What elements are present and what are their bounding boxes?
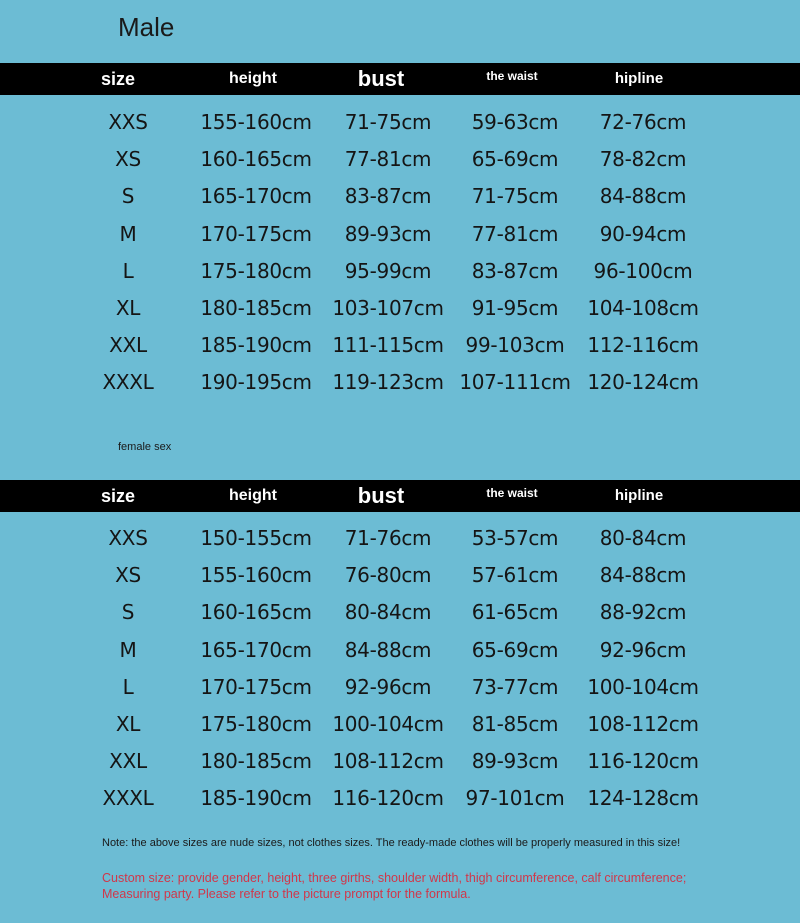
size-cell: L: [122, 258, 134, 283]
height-cell: 180-185cm: [200, 295, 312, 320]
size-cell: L: [122, 674, 134, 699]
hipline-cell: 90-94cm: [599, 221, 687, 246]
hipline-cell: 92-96cm: [599, 637, 687, 662]
table-row: [0, 526, 800, 563]
size-cell: M: [119, 221, 137, 246]
height-cell: 170-175cm: [200, 674, 312, 699]
table-row: [0, 296, 800, 333]
waist-cell: 89-93cm: [471, 749, 559, 774]
female-table-header: [0, 480, 800, 512]
height-cell: 180-185cm: [200, 749, 312, 774]
waist-cell: 53-57cm: [471, 526, 559, 550]
header-hipline: hipline: [614, 70, 664, 87]
hipline-cell: 80-84cm: [599, 526, 687, 550]
bust-cell: 100-104cm: [332, 711, 444, 736]
bust-cell: 116-120cm: [332, 786, 444, 811]
waist-cell: 97-101cm: [465, 786, 565, 811]
height-cell: 170-175cm: [200, 221, 312, 246]
table-row: [0, 786, 800, 823]
table-row: [0, 600, 800, 637]
table-row: [0, 222, 800, 259]
size-note: Note: the above sizes are nude sizes, not clothes sizes. The ready-made clothes will be properly measured in this size!: [102, 837, 681, 849]
hipline-cell: 104-108cm: [587, 295, 699, 320]
waist-cell: 71-75cm: [471, 184, 559, 209]
waist-cell: 91-95cm: [471, 295, 559, 320]
male-table-header: [0, 63, 800, 95]
bust-cell: 95-99cm: [344, 258, 432, 283]
hipline-cell: 112-116cm: [587, 333, 699, 358]
hipline-cell: 124-128cm: [587, 786, 699, 811]
table-row: [0, 712, 800, 749]
size-cell: XXS: [108, 526, 148, 550]
hipline-cell: 78-82cm: [599, 147, 687, 172]
waist-cell: 77-81cm: [471, 221, 559, 246]
size-cell: XXS: [108, 110, 148, 134]
table-row: [0, 563, 800, 600]
hipline-cell: 96-100cm: [593, 258, 693, 283]
size-cell: XXL: [109, 333, 147, 358]
male-size-table: [0, 110, 800, 408]
size-cell: XS: [115, 147, 141, 172]
height-cell: 165-170cm: [200, 184, 312, 209]
hipline-cell: 108-112cm: [587, 711, 699, 736]
male-section-title: Male: [118, 12, 175, 42]
hipline-cell: 84-88cm: [599, 184, 687, 209]
header-height: height: [229, 487, 277, 504]
bust-cell: 119-123cm: [332, 370, 444, 395]
bust-cell: 108-112cm: [332, 749, 444, 774]
waist-cell: 73-77cm: [471, 674, 559, 699]
height-cell: 160-165cm: [200, 147, 312, 172]
header-bust: bust: [357, 483, 405, 508]
header-waist: the waist: [486, 69, 538, 83]
header-size: size: [100, 69, 136, 89]
table-row: [0, 638, 800, 675]
hipline-cell: 84-88cm: [599, 563, 687, 588]
female-size-table: [0, 526, 800, 824]
waist-cell: 59-63cm: [471, 110, 559, 134]
table-row: [0, 370, 800, 407]
waist-cell: 57-61cm: [471, 563, 559, 588]
hipline-cell: 72-76cm: [599, 110, 687, 134]
waist-cell: 65-69cm: [471, 147, 559, 172]
waist-cell: 61-65cm: [471, 600, 559, 625]
table-row: [0, 333, 800, 370]
bust-cell: 83-87cm: [344, 184, 432, 209]
header-hipline: hipline: [614, 487, 664, 504]
table-row: [0, 675, 800, 712]
table-row: [0, 147, 800, 184]
waist-cell: 107-111cm: [459, 370, 571, 395]
size-cell: XXL: [109, 749, 147, 774]
hipline-cell: 120-124cm: [587, 370, 699, 395]
height-cell: 175-180cm: [200, 258, 312, 283]
height-cell: 155-160cm: [200, 110, 312, 134]
size-cell: XS: [115, 563, 141, 588]
hipline-cell: 116-120cm: [587, 749, 699, 774]
height-cell: 185-190cm: [200, 786, 312, 811]
bust-cell: 89-93cm: [344, 221, 432, 246]
height-cell: 160-165cm: [200, 600, 312, 625]
custom-size-note: Custom size: provide gender, height, three girths, shoulder width, thigh circumference, calf circumference; Measuring party. Please refer to the picture prompt for the formula.: [102, 871, 687, 901]
bust-cell: 111-115cm: [332, 333, 444, 358]
height-cell: 190-195cm: [200, 370, 312, 395]
size-cell: S: [121, 600, 135, 625]
bust-cell: 80-84cm: [344, 600, 432, 625]
height-cell: 165-170cm: [200, 637, 312, 662]
bust-cell: 71-75cm: [344, 110, 432, 134]
height-cell: 175-180cm: [200, 711, 312, 736]
table-row: [0, 259, 800, 296]
waist-cell: 99-103cm: [465, 333, 565, 358]
waist-cell: 65-69cm: [471, 637, 559, 662]
size-cell: XXXL: [102, 786, 154, 811]
waist-cell: 83-87cm: [471, 258, 559, 283]
bust-cell: 103-107cm: [332, 295, 444, 320]
bust-cell: 77-81cm: [344, 147, 432, 172]
hipline-cell: 100-104cm: [587, 674, 699, 699]
height-cell: 185-190cm: [200, 333, 312, 358]
header-height: height: [229, 70, 277, 87]
size-cell: XL: [115, 711, 141, 736]
bust-cell: 84-88cm: [344, 637, 432, 662]
size-cell: XL: [115, 295, 141, 320]
bust-cell: 92-96cm: [344, 674, 432, 699]
bust-cell: 76-80cm: [344, 563, 432, 588]
table-row: [0, 749, 800, 786]
table-row: [0, 184, 800, 221]
height-cell: 155-160cm: [200, 563, 312, 588]
size-cell: XXXL: [102, 370, 154, 395]
table-row: [0, 110, 800, 147]
size-cell: M: [119, 637, 137, 662]
size-cell: S: [121, 184, 135, 209]
female-section-title: female sex: [118, 441, 172, 453]
bust-cell: 71-76cm: [344, 526, 432, 550]
header-size: size: [100, 486, 136, 506]
height-cell: 150-155cm: [200, 526, 312, 550]
waist-cell: 81-85cm: [471, 711, 559, 736]
hipline-cell: 88-92cm: [599, 600, 687, 625]
header-bust: bust: [357, 66, 405, 91]
header-waist: the waist: [486, 486, 538, 500]
